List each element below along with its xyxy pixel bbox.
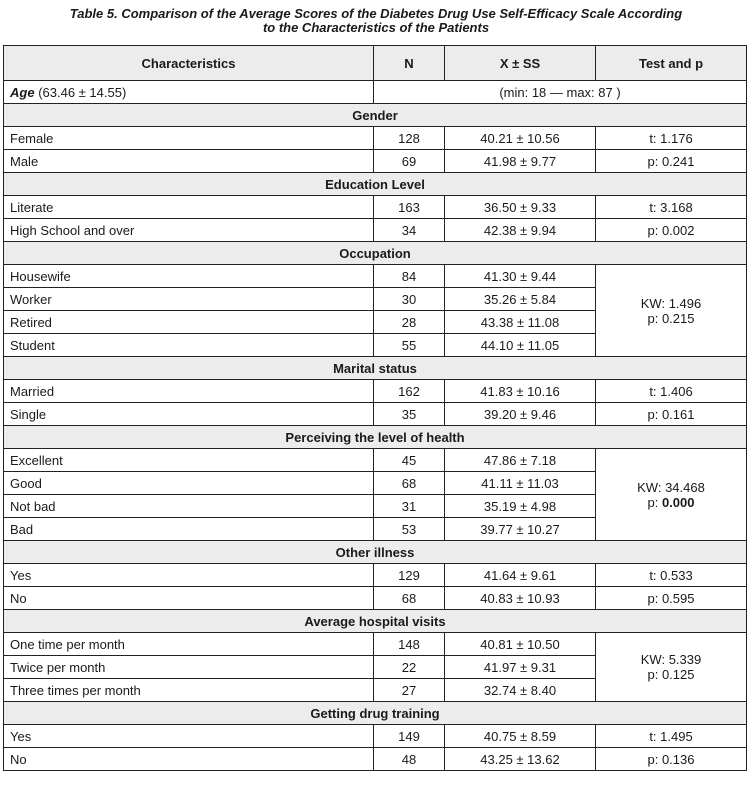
p-label: p: — [647, 310, 662, 326]
age-cell — [4, 81, 374, 104]
table-caption — [0, 0, 752, 35]
characteristic-label: Excellent — [4, 449, 374, 472]
section-title: Gender — [4, 104, 747, 127]
n-value: 149 — [374, 725, 445, 748]
group-test-cell — [596, 265, 747, 357]
mean-sd-value: 35.26 ± 5.84 — [445, 288, 596, 311]
test-value: t: 0.533 — [596, 564, 747, 587]
n-value: 34 — [374, 219, 445, 242]
characteristic-label: Not bad — [4, 495, 374, 518]
n-value: 22 — [374, 656, 445, 679]
test-value: p: 0.241 — [596, 150, 747, 173]
n-value: 53 — [374, 518, 445, 541]
mean-sd-value: 40.83 ± 10.93 — [445, 587, 596, 610]
mean-sd-value: 40.81 ± 10.50 — [445, 633, 596, 656]
test-value: p: 0.002 — [596, 219, 747, 242]
section-header — [4, 541, 747, 564]
table-row — [4, 196, 747, 219]
mean-sd-value: 39.20 ± 9.46 — [445, 403, 596, 426]
mean-sd-value: 44.10 ± 11.05 — [445, 334, 596, 357]
section-header — [4, 104, 747, 127]
mean-sd-value: 47.86 ± 7.18 — [445, 449, 596, 472]
table-row — [4, 748, 747, 771]
section-header — [4, 173, 747, 196]
table-row — [4, 265, 747, 288]
n-value: 31 — [374, 495, 445, 518]
characteristic-label: High School and over — [4, 219, 374, 242]
section-header — [4, 242, 747, 265]
characteristic-label: One time per month — [4, 633, 374, 656]
p-value-line — [602, 311, 740, 326]
mean-sd-value: 42.38 ± 9.94 — [445, 219, 596, 242]
n-value: 84 — [374, 265, 445, 288]
n-value: 69 — [374, 150, 445, 173]
mean-sd-value: 39.77 ± 10.27 — [445, 518, 596, 541]
table-row — [4, 587, 747, 610]
section-header — [4, 426, 747, 449]
mean-sd-value: 41.30 ± 9.44 — [445, 265, 596, 288]
p-value: 0.000 — [661, 494, 695, 510]
p-value: 0.215 — [661, 310, 695, 326]
age-row — [4, 81, 747, 104]
table-row — [4, 150, 747, 173]
table-row — [4, 403, 747, 426]
test-value: t: 3.168 — [596, 196, 747, 219]
mean-sd-value: 32.74 ± 8.40 — [445, 679, 596, 702]
characteristic-label: Female — [4, 127, 374, 150]
n-value: 163 — [374, 196, 445, 219]
table-row — [4, 219, 747, 242]
caption-line-1: Table 5. Comparison of the Average Scores of the Diabetes Drug Use Self-Efficacy Scale According — [69, 6, 683, 21]
p-value-line — [602, 495, 740, 510]
characteristic-label: Yes — [4, 564, 374, 587]
n-value: 55 — [374, 334, 445, 357]
mean-sd-value: 36.50 ± 9.33 — [445, 196, 596, 219]
group-test-cell — [596, 449, 747, 541]
table-row — [4, 449, 747, 472]
n-value: 68 — [374, 472, 445, 495]
n-value: 35 — [374, 403, 445, 426]
mean-sd-value: 40.75 ± 8.59 — [445, 725, 596, 748]
test-value: p: 0.136 — [596, 748, 747, 771]
test-value: t: 1.176 — [596, 127, 747, 150]
table-row — [4, 564, 747, 587]
age-value: (63.46 ± 14.55) — [38, 84, 127, 100]
group-test-cell — [596, 633, 747, 702]
section-title: Other illness — [4, 541, 747, 564]
test-statistic: KW: 5.339 — [640, 652, 702, 667]
n-value: 45 — [374, 449, 445, 472]
characteristic-label: Worker — [4, 288, 374, 311]
mean-sd-value: 40.21 ± 10.56 — [445, 127, 596, 150]
p-value-line — [602, 667, 740, 682]
test-value: p: 0.161 — [596, 403, 747, 426]
header-characteristics: Characteristics — [4, 46, 374, 81]
age-range: (min: 18 — max: 87 ) — [374, 81, 747, 104]
table-row — [4, 380, 747, 403]
p-label: p: — [647, 494, 662, 510]
self-efficacy-table — [3, 45, 747, 771]
header-mean-sd: X ± SS — [445, 46, 596, 81]
mean-sd-value: 43.38 ± 11.08 — [445, 311, 596, 334]
section-header — [4, 702, 747, 725]
mean-sd-value: 35.19 ± 4.98 — [445, 495, 596, 518]
characteristic-label: Retired — [4, 311, 374, 334]
characteristic-label: Good — [4, 472, 374, 495]
header-n: N — [374, 46, 445, 81]
section-title: Education Level — [4, 173, 747, 196]
mean-sd-value: 41.98 ± 9.77 — [445, 150, 596, 173]
n-value: 27 — [374, 679, 445, 702]
header-test: Test and p — [596, 46, 747, 81]
table-row — [4, 725, 747, 748]
section-header — [4, 610, 747, 633]
characteristic-label: Student — [4, 334, 374, 357]
table-row — [4, 127, 747, 150]
test-statistic: KW: 1.496 — [640, 295, 702, 311]
test-value: t: 1.406 — [596, 380, 747, 403]
mean-sd-value: 41.64 ± 9.61 — [445, 564, 596, 587]
characteristic-label: Housewife — [4, 265, 374, 288]
characteristic-label: No — [4, 748, 374, 771]
characteristic-label: Single — [4, 403, 374, 426]
test-value: t: 1.495 — [596, 725, 747, 748]
characteristic-label: Twice per month — [4, 656, 374, 679]
n-value: 162 — [374, 380, 445, 403]
characteristic-label: Married — [4, 380, 374, 403]
section-title: Average hospital visits — [4, 610, 747, 633]
n-value: 30 — [374, 288, 445, 311]
n-value: 48 — [374, 748, 445, 771]
p-value: 0.125 — [661, 667, 695, 682]
test-value: p: 0.595 — [596, 587, 747, 610]
characteristic-label: Bad — [4, 518, 374, 541]
age-label: Age — [10, 84, 35, 100]
mean-sd-value: 41.97 ± 9.31 — [445, 656, 596, 679]
characteristic-label: Three times per month — [4, 679, 374, 702]
section-title: Marital status — [4, 357, 747, 380]
mean-sd-value: 41.83 ± 10.16 — [445, 380, 596, 403]
n-value: 68 — [374, 587, 445, 610]
section-title: Getting drug training — [4, 702, 747, 725]
n-value: 28 — [374, 311, 445, 334]
test-statistic: KW: 34.468 — [637, 479, 705, 495]
caption-line-2: to the Characteristics of the Patients — [262, 20, 490, 35]
characteristic-label: Literate — [4, 196, 374, 219]
n-value: 148 — [374, 633, 445, 656]
section-header — [4, 357, 747, 380]
n-value: 128 — [374, 127, 445, 150]
characteristic-label: Yes — [4, 725, 374, 748]
section-title: Occupation — [4, 242, 747, 265]
characteristic-label: Male — [4, 150, 374, 173]
mean-sd-value: 43.25 ± 13.62 — [445, 748, 596, 771]
n-value: 129 — [374, 564, 445, 587]
p-label: p: — [647, 667, 662, 682]
mean-sd-value: 41.11 ± 11.03 — [445, 472, 596, 495]
header-row — [4, 46, 747, 81]
characteristic-label: No — [4, 587, 374, 610]
table-row — [4, 633, 747, 656]
section-title: Perceiving the level of health — [4, 426, 747, 449]
table-body — [4, 81, 747, 771]
